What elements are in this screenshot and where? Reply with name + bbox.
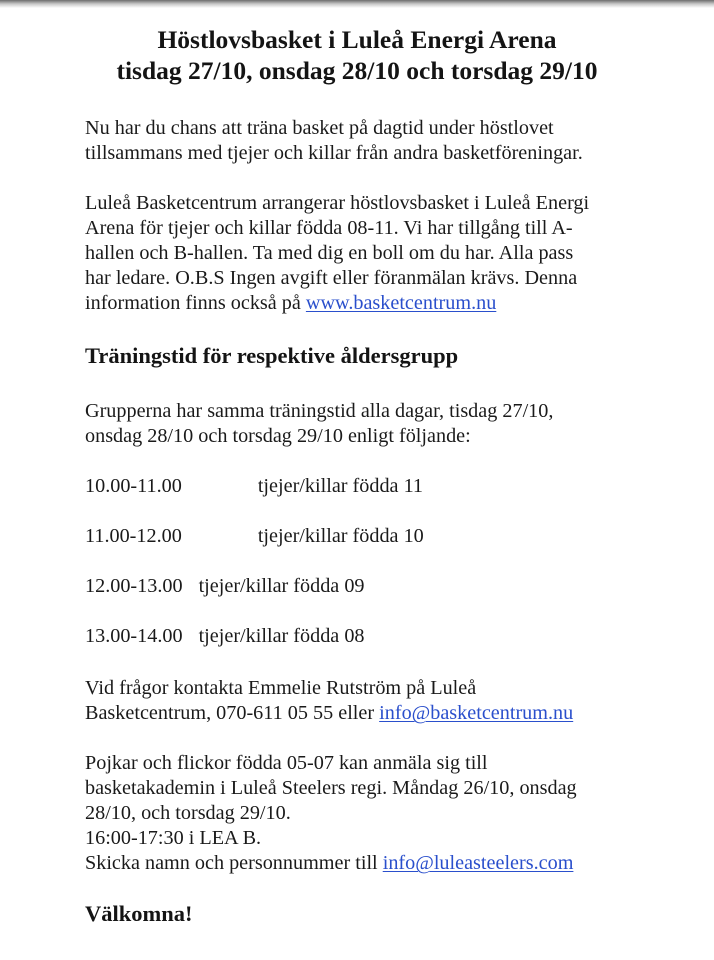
academy-line-1: Pojkar och flickor födda 05-07 kan anmäla sig till bbox=[85, 752, 488, 774]
info-line-5 bbox=[85, 291, 645, 316]
steelers-email-link[interactable]: info@luleasteelers.com bbox=[382, 852, 574, 874]
academy-line-5-text: Skicka namn och personnummer till bbox=[85, 852, 383, 874]
info-line-4: har ledare. O.B.S Ingen avgift eller föranmälan krävs. Denna bbox=[85, 267, 578, 289]
info-line-2: Arena för tjejer och killar födda 08-11. Vi har tillgång till A- bbox=[85, 217, 573, 239]
schedule-row bbox=[85, 524, 424, 549]
info-line-3: hallen och B-hallen. Ta med dig en boll om du har. Alla pass bbox=[85, 242, 574, 264]
schedule-time: 11.00-12.00 bbox=[85, 525, 182, 547]
title-line-1: Höstlovsbasket i Luleå Energi Arena bbox=[157, 25, 557, 54]
schedule-group: tjejer/killar födda 08 bbox=[198, 625, 365, 647]
info-line-1: Luleå Basketcentrum arrangerar höstlovsbasket i Luleå Energi bbox=[85, 192, 590, 214]
schedule-row bbox=[85, 624, 365, 649]
intro-paragraph bbox=[85, 116, 645, 166]
schedule-time: 10.00-11.00 bbox=[85, 475, 182, 497]
contact-line-2-text: Basketcentrum, 070-611 05 55 eller bbox=[85, 702, 380, 724]
website-link[interactable]: www.basketcentrum.nu bbox=[305, 292, 497, 314]
academy-line-2: basketakademin i Luleå Steelers regi. Måndag 26/10, onsdag bbox=[85, 777, 577, 799]
page-title bbox=[0, 24, 714, 86]
info-line-5-text: information finns också på bbox=[85, 292, 306, 314]
schedule-intro bbox=[85, 399, 645, 449]
schedule-group: tjejer/killar födda 10 bbox=[257, 525, 424, 547]
contact-line-1: Vid frågor kontakta Emmelie Rutström på Luleå bbox=[85, 677, 477, 699]
contact-line-2 bbox=[85, 701, 645, 726]
schedule-group: tjejer/killar födda 11 bbox=[257, 475, 424, 497]
academy-paragraph bbox=[85, 751, 645, 876]
schedule-time: 12.00-13.00 bbox=[85, 575, 183, 597]
title-line-2: tisdag 27/10, onsdag 28/10 och torsdag 29/10 bbox=[116, 56, 598, 85]
schedule-time: 13.00-14.00 bbox=[85, 625, 183, 647]
schedule-heading: Träningstid för respektive åldersgrupp bbox=[85, 343, 459, 368]
closing-greeting: Välkomna! bbox=[85, 901, 193, 926]
contact-paragraph bbox=[85, 676, 645, 726]
basketcentrum-email-link[interactable]: info@basketcentrum.nu bbox=[379, 702, 574, 724]
academy-line-3: 28/10, och torsdag 29/10. bbox=[85, 802, 291, 824]
schedule-row bbox=[85, 474, 423, 499]
schedule-group: tjejer/killar födda 09 bbox=[198, 575, 365, 597]
schedule-intro-line-2: onsdag 28/10 och torsdag 29/10 enligt följande: bbox=[85, 425, 471, 447]
top-edge-shadow bbox=[0, 0, 714, 8]
academy-line-4: 16:00-17:30 i LEA B. bbox=[85, 827, 262, 849]
schedule-row bbox=[85, 574, 365, 599]
intro-line-2: tillsammans med tjejer och killar från andra basketföreningar. bbox=[85, 142, 583, 164]
academy-line-5 bbox=[85, 851, 645, 876]
schedule-intro-line-1: Grupperna har samma träningstid alla dagar, tisdag 27/10, bbox=[85, 400, 554, 422]
intro-line-1: Nu har du chans att träna basket på dagtid under höstlovet bbox=[85, 117, 554, 139]
info-paragraph bbox=[85, 191, 645, 316]
